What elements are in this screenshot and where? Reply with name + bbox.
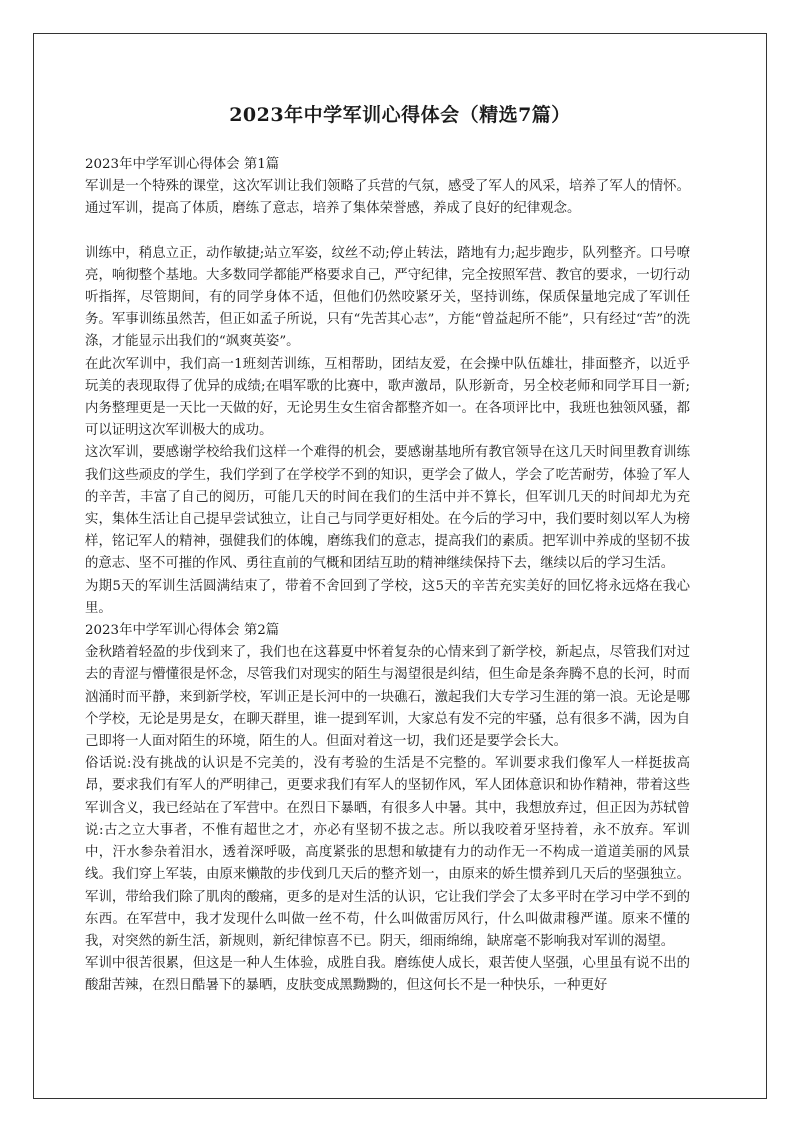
document-title: 2023年中学军训心得体会（精选7篇） xyxy=(229,104,571,126)
paragraph: 俗话说:没有挑战的认识是不完美的，没有考验的生活是不完整的。军训要求我们像军人一样挺拔高昂，要求我们有军人的严明律己，更要求我们有军人的坚韧作风，军人团体意识和协作精神，带着这些军训含义，我已经站在了军营中。在烈日下暴晒，有很多人中暑。其中，我想放弃过，但正因为苏轼曾说:古之立大事者，不惟有超世之才，亦必有坚韧不拔之志。所以我咬着牙坚持着，永不放弃。军训中，汗水参杂着泪水，透着深呼吸，高度紧张的思想和敏捷有力的动作无一不构成一道道美丽的风景线。我们穿上军装，由原来懒散的步伐到几天后的整齐划一，由原来的娇生惯养到几天后的坚强独立。军训，带给我们除了肌肉的酸痛，更多的是对生活的认识，它让我们学会了太多平时在学习中学不到的东西。在军营中，我才发现什么叫做一丝不苟，什么叫做雷厉风行，什么叫做肃穆严谨。原来不懂的我，对突然的新生活，新规则，新纪律惊喜不已。阴天，细雨绵绵，缺席毫不影响我对军训的渴望。 xyxy=(85,756,690,949)
section-1 xyxy=(85,154,690,620)
paragraph-spacer xyxy=(85,221,690,243)
section-heading: 2023年中学军训心得体会 第1篇 xyxy=(85,157,280,172)
paragraph: 军训是一个特殊的课堂，这次军训让我们领略了兵营的气氛，感受了军人的风采，培养了军人的情怀。通过军训，提高了体质，磨练了意志，培养了集体荣誉感，养成了良好的纪律观念。 xyxy=(85,179,690,217)
section-2 xyxy=(85,620,690,997)
paragraph: 在此次军训中，我们高一1班刻苦训练，互相帮助，团结友爱，在会操中队伍雄壮，排面整齐，以近乎玩美的表现取得了优异的成绩;在唱军歌的比赛中，歌声激昂，队形新奇，另全校老师和同学耳目一新;内务整理更是一天比一天做的好，无论男生女生宿舍都整齐如一。在各项评比中，我班也独领风骚，都可以证明这次军训极大的成功。 xyxy=(85,356,690,439)
paragraph: 训练中，稍息立正，动作敏捷;站立军姿，纹丝不动;停止转法，踏地有力;起步跑步，队列整齐。口号嘹亮，响彻整个基地。大多数同学都能严格要求自己，严守纪律，完全按照军营、教官的要求，一切行动听指挥，尽管期间，有的同学身体不适，但他们仍然咬紧牙关，坚持训练，保质保量地完成了军训任务。军事训练虽然苦，但正如孟子所说，只有“先苦其心志”，方能“曾益起所不能”，只有经过“苦”的洗涤，才能显示出我们的“飒爽英姿”。 xyxy=(85,245,690,350)
paragraph: 军训中很苦很累，但这是一种人生体验，成胜自我。磨练使人成长，艰苦使人坚强，心里虽有说不出的酸甜苦辣，在烈日酷暑下的暴晒，皮肤变成黑黝黝的，但这何长不是一种快乐，一种更好 xyxy=(85,956,690,994)
paragraph: 金秋踏着轻盈的步伐到来了，我们也在这暮夏中怀着复杂的心情来到了新学校，新起点，尽管我们对过去的青涩与懵懂很是怀念，尽管我们对现实的陌生与渴望很是纠结，但生命是条奔腾不息的长河，时而汹涌时而平静，来到新学校，军训正是长河中的一块礁石，激起我们大专学习生涯的第一浪。无论是哪个学校，无论是男是女，在聊天群里，谁一提到军训，大家总有发不完的牢骚，总有很多不满，因为自己即将一人面对陌生的环境，陌生的人。但面对着这一切，我们还是要学会长大。 xyxy=(85,645,690,750)
document-body xyxy=(85,154,690,998)
paragraph: 为期5天的军训生活圆满结束了，带着不舍回到了学校，这5天的辛苦充实美好的回忆将永远烙在我心里。 xyxy=(85,578,690,616)
paragraph: 这次军训，要感谢学校给我们这样一个难得的机会，要感谢基地所有教官领导在这几天时间里教育训练我们这些顽皮的学生，我们学到了在学校学不到的知识，更学会了做人，学会了吃苦耐劳，体验了军人的辛苦，丰富了自己的阅历，可能几天的时间在我们的生活中并不算长，但军训几天的时间却尤为充实，集体生活让自己提早尝试独立，让自己与同学更好相处。在今后的学习中，我们要时刻以军人为榜样，铭记军人的精神，强健我们的体魄，磨练我们的意志，提高我们的素质。把军训中养成的坚韧不拔的意志、坚不可摧的作风、勇往直前的气概和团结互助的精神继续保持下去，继续以后的学习生活。 xyxy=(85,445,690,572)
section-heading: 2023年中学军训心得体会 第2篇 xyxy=(85,623,280,639)
